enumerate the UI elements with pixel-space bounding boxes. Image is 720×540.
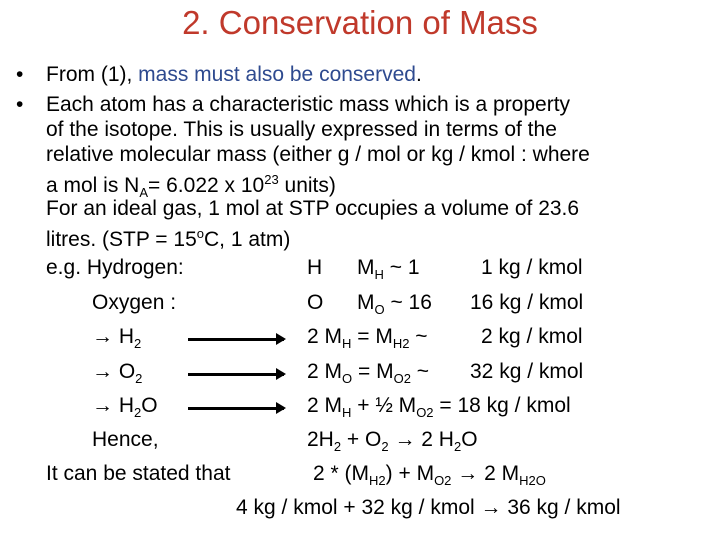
oxygen-element: O — [307, 291, 324, 314]
hydrogen-element: H — [307, 256, 323, 279]
formula-text: → H — [92, 394, 134, 417]
right-arrow-icon — [188, 373, 284, 376]
final-equation: 4 kg / kmol + 32 kg / kmol → 36 kg / kmol — [236, 496, 621, 519]
hydrogen-label: e.g. Hydrogen: — [46, 256, 184, 279]
formula-text: → O — [92, 360, 136, 383]
bullet-marker: • — [16, 93, 24, 116]
avogadro-units: units) — [278, 174, 336, 197]
stp-prefix: litres. (STP = 15 — [46, 228, 197, 251]
eq-part: 2 M — [307, 360, 343, 383]
eq-part: 2 * (M — [313, 462, 370, 485]
bullet-1-highlight: mass must also be conserved — [138, 63, 416, 86]
eq-subscript: H2 — [392, 336, 410, 351]
avogadro-prefix: a mol is N — [46, 174, 140, 197]
right-arrow-icon — [188, 338, 284, 341]
oxygen-unit: 16 kg / kmol — [470, 291, 584, 314]
eq-part: 2H — [307, 428, 334, 451]
eq-part: 2 M — [307, 325, 343, 348]
hydrogen-mass — [357, 255, 420, 287]
eq-subscript: O2 — [416, 405, 434, 420]
stated-equation — [313, 461, 546, 493]
h2o-label — [92, 393, 158, 425]
eq-subscript: O2 — [393, 371, 411, 386]
eq-subscript: O — [342, 371, 353, 386]
avogadro-value: = 6.022 x 10 — [148, 174, 265, 197]
eq-subscript: H2 — [369, 473, 386, 488]
formula-subscript: 2 — [134, 336, 142, 351]
mass-subscript: O — [374, 302, 385, 317]
eq-part: → 2 H — [388, 428, 454, 451]
mass-symbol: M — [357, 291, 375, 314]
eq-part: → 2 M — [451, 462, 520, 485]
oxygen-mass — [357, 290, 432, 322]
eq-part: ~ — [409, 325, 428, 348]
bullet-2-line-5: For an ideal gas, 1 mol at STP occupies a volume of 23.6 — [46, 197, 580, 220]
mass-subscript: H — [374, 267, 384, 282]
right-arrow-icon — [188, 407, 284, 410]
stp-suffix: C, 1 atm) — [204, 228, 291, 251]
eq-part: = M — [351, 325, 393, 348]
mass-value: ~ 16 — [384, 291, 432, 314]
bullet-1-suffix: . — [415, 63, 422, 86]
bullet-2-line-6 — [46, 221, 290, 252]
eq-part: = 18 kg / kmol — [433, 394, 571, 417]
degree-symbol: o — [196, 226, 204, 241]
eq-part: 2 M — [307, 394, 343, 417]
slide-title: 2. Conservation of Mass — [182, 4, 538, 41]
eq-subscript: H — [342, 405, 352, 420]
eq-subscript: H — [342, 336, 352, 351]
mass-symbol: M — [357, 256, 375, 279]
o2-unit: 32 kg / kmol — [470, 360, 584, 383]
bullet-1-prefix: From (1), — [46, 63, 139, 86]
bullet-marker: • — [16, 63, 24, 86]
hence-equation — [307, 427, 478, 459]
eq-part: ~ — [410, 360, 430, 383]
eq-part: = M — [352, 360, 394, 383]
formula-subscript: 2 — [134, 405, 142, 420]
bullet-2-line-1: Each atom has a characteristic mass which is a property — [46, 93, 571, 116]
eq-part: + ½ M — [351, 394, 417, 417]
stated-label: It can be stated that — [46, 462, 231, 485]
bullet-2-line-3: relative molecular mass (either g / mol or kg / kmol : where — [46, 143, 590, 166]
eq-part: ) + M — [385, 462, 435, 485]
o2-label — [92, 359, 142, 391]
eq-part: + O — [341, 428, 382, 451]
eq-part: O — [461, 428, 478, 451]
eq-subscript: 2 — [453, 439, 462, 454]
hence-label: Hence, — [92, 428, 159, 451]
mass-value: ~ 1 — [383, 256, 420, 279]
o2-equation — [307, 359, 429, 391]
h2-label — [92, 324, 141, 356]
eq-subscript: H2O — [519, 473, 546, 488]
h2-unit: 2 kg / kmol — [481, 325, 583, 348]
eq-subscript: 2 — [333, 439, 342, 454]
bullet-2-line-2: of the isotope. This is usually expressed in terms of the — [46, 118, 557, 141]
eq-subscript: O2 — [434, 473, 452, 488]
bullet-1-text — [46, 62, 422, 87]
h2-equation — [307, 324, 428, 356]
formula-subscript: 2 — [135, 371, 143, 386]
h2o-equation — [307, 393, 571, 425]
oxygen-label: Oxygen : — [92, 291, 177, 314]
eq-subscript: 2 — [381, 439, 389, 454]
formula-text: O — [141, 394, 158, 417]
avogadro-subscript: A — [139, 185, 149, 200]
hydrogen-unit: 1 kg / kmol — [481, 256, 583, 279]
avogadro-exponent: 23 — [264, 172, 279, 187]
formula-text: → H — [92, 325, 134, 348]
